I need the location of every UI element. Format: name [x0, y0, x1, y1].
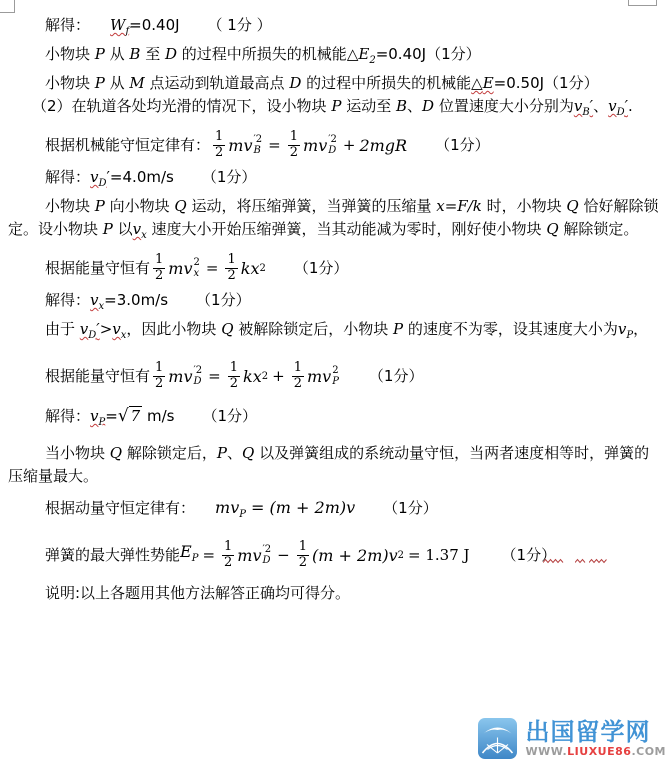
math-var-vd [90, 168, 107, 189]
prime-mark: ′ [589, 97, 594, 115]
fraction-numerator: 1 [155, 251, 164, 267]
text-segment: f [125, 26, 130, 37]
score-label: （1分） [201, 168, 257, 186]
text-segment: ′=4.0m/s [106, 168, 174, 186]
prime-mark: ′ [624, 97, 629, 115]
line-part2-intro [8, 95, 664, 124]
sup-sub-stack [263, 545, 272, 566]
text-segment: LIUXUE86 [567, 745, 632, 758]
text-segment: =0.40J [129, 16, 180, 34]
math-var: P [216, 444, 227, 462]
math-var: mv [306, 366, 332, 386]
logo-site-name: 出国留学网 [525, 718, 651, 746]
text-segment: 向小物块 [104, 197, 175, 215]
fraction-numerator: 1 [298, 538, 308, 554]
para-momentum-conservation [8, 442, 664, 488]
math-var: D [165, 45, 178, 63]
text-segment: ′2 [193, 364, 203, 376]
text-segment: 速度大小开始压缩弹簧，当其动能减为零时，刚好使小物块 [146, 220, 547, 238]
text-segment: 点运动到轨道最高点 [144, 74, 290, 92]
fraction [153, 361, 165, 392]
math-var: Q [546, 220, 559, 238]
line-solve-vd [45, 166, 664, 195]
text-segment: 从 [104, 45, 130, 63]
math-var: E [358, 45, 370, 63]
math-var-ep [180, 540, 198, 570]
text-segment: 由于 [45, 320, 80, 338]
text-segment: x [141, 230, 147, 241]
fraction [297, 540, 309, 571]
math-var: B [395, 97, 407, 115]
formula-energy-2 [45, 355, 664, 397]
fraction-numerator: 1 [229, 359, 239, 375]
text-segment: 从 [104, 74, 130, 92]
line-vd-greater-vx [8, 318, 664, 347]
text-segment: 当小物块 [45, 444, 110, 462]
liuxue86-logo-icon [477, 717, 518, 760]
equals-sign: = [105, 407, 118, 425]
fraction-denominator: 2 [155, 375, 164, 391]
text-segment: 、 [593, 97, 609, 115]
sup-sub-stack [194, 258, 200, 279]
math-var: P [94, 197, 105, 215]
math-var: P [393, 320, 404, 338]
text-segment: .COM [631, 745, 666, 758]
text-segment: =0.50J（1分） [493, 74, 599, 92]
fraction-numerator: 1 [155, 359, 164, 375]
text-segment: ′2 [262, 543, 272, 555]
math-var: kx [240, 258, 260, 278]
sup-sub-stack [332, 366, 339, 387]
text-segment: ′2 [253, 133, 263, 145]
line-solve-wf [45, 14, 664, 43]
text-segment: v [132, 220, 142, 238]
text-segment: 说明:以上各题用其他方法解答正确均可得分。 [45, 584, 351, 602]
math-var: E [482, 74, 494, 92]
math-var-delta-e [471, 74, 494, 92]
text-segment: 被解除锁定后，小物块 [233, 320, 394, 338]
sup-sub-stack [194, 366, 203, 387]
math-var: mv [168, 258, 193, 278]
score-label: （ 1分 ） [207, 16, 272, 34]
math-var: D [289, 74, 302, 92]
line-energy-loss-bd [45, 43, 664, 72]
text-segment: D [193, 375, 202, 387]
formula-label: 根据机械能守恒定律有： [45, 135, 211, 154]
score-label: （1分） [383, 499, 438, 517]
text-segment: D [98, 178, 107, 189]
text-segment: x [193, 267, 200, 279]
crop-corner-mark-right [628, 0, 657, 6]
math-var-vd [608, 97, 629, 118]
text-segment: v [90, 407, 99, 425]
fraction [228, 361, 240, 392]
math-var: Q [566, 197, 579, 215]
score-label: （1分） [293, 258, 349, 277]
text-segment: 的速度不为零，设其速度大小为 [403, 320, 618, 338]
math-var: P [94, 45, 105, 63]
line-note [45, 582, 664, 605]
fraction-numerator: 1 [215, 128, 224, 144]
text-segment: 运动至 [341, 97, 396, 115]
fraction-numerator: 1 [227, 251, 236, 267]
line-solve-vx [45, 289, 664, 318]
result-value: = 1.37 J [408, 545, 470, 564]
text-segment: 小物块 [45, 197, 95, 215]
para-spring-compression [8, 195, 664, 247]
text-segment: WWW. [525, 745, 568, 758]
text-segment: 恰好解除锁定。设小物块 [8, 197, 659, 238]
equals-sign: = [205, 258, 219, 277]
text-segment: ， [633, 320, 649, 338]
crop-corner-mark-left [0, 0, 15, 13]
text-segment: 至 [140, 45, 165, 63]
text-segment: v [617, 320, 627, 338]
superscript: 2 [261, 370, 269, 382]
plus-sign: + [342, 135, 356, 154]
math-var: mv [215, 498, 240, 517]
text-segment: 运动，将压缩弹簧，当弹簧的压缩量 [186, 197, 437, 215]
solve-label: 解得： [45, 291, 91, 309]
plus-sign: + [272, 366, 285, 385]
math-var: 2mgR [359, 135, 408, 155]
text-segment: 2 [193, 256, 200, 268]
fraction-numerator: 1 [289, 128, 299, 144]
delta-symbol: △ [471, 74, 483, 92]
math-var: Q [241, 444, 255, 462]
solution-text-block [8, 14, 664, 605]
text-segment: D [616, 107, 625, 118]
text-segment: 以及弹簧组成的系统动量守恒，当两者速度相等时，弹簧的压缩量最大。 [8, 444, 650, 485]
text-segment: ，因此小物块 [126, 320, 222, 338]
math-var-vx [132, 220, 147, 241]
unit-label: m/s [142, 407, 175, 425]
prime-mark: ′ [96, 320, 100, 338]
math-var: D [422, 97, 435, 115]
fraction-denominator: 2 [293, 375, 302, 391]
text-segment: 的过程中所损失的机械能 [301, 74, 472, 92]
text-segment: 的过程中所损失的机械能 [177, 45, 347, 63]
formula-label: 根据能量守恒有 [45, 258, 151, 277]
formula-label: 根据动量守恒定律有： [45, 499, 196, 517]
text-segment: 2 [369, 55, 376, 66]
math-var-vx [90, 291, 105, 312]
line-solve-vp [45, 405, 664, 434]
math-expression: (m + 2m)v [312, 545, 398, 565]
text-segment: v [79, 320, 89, 338]
radical-sign: √ [117, 406, 129, 426]
text-segment: 以 [112, 220, 133, 238]
math-var-vx [112, 320, 127, 341]
text-segment: 时，小物块 [481, 197, 567, 215]
delta-symbol: △ [346, 45, 359, 63]
math-var: B [129, 45, 141, 63]
text-segment: v [112, 320, 121, 338]
formula-energy-1 [45, 247, 664, 289]
fraction [222, 540, 234, 571]
solve-label: 解得： [45, 16, 91, 34]
math-expression: x=F/k [436, 197, 482, 215]
fraction-denominator: 2 [227, 267, 236, 283]
fraction [213, 130, 225, 161]
fraction-numerator: 1 [224, 538, 233, 554]
fraction-denominator: 2 [155, 267, 164, 283]
equals-sign: = [202, 545, 216, 564]
formula-momentum [45, 496, 664, 526]
superscript: 2 [397, 549, 405, 561]
math-var: P [94, 74, 105, 92]
math-var-vd [79, 320, 100, 341]
math-var: M [129, 74, 145, 92]
math-var: Q [174, 197, 187, 215]
formula-mech-energy [45, 124, 664, 166]
text-segment: D [88, 330, 97, 341]
fraction [292, 361, 304, 392]
score-label: （1分） [196, 291, 251, 309]
formula-label: 根据能量守恒有 [45, 366, 151, 385]
superscript: 2 [259, 262, 266, 274]
text-segment: x [120, 330, 127, 341]
greater-than-sign: > [99, 320, 113, 338]
equals-sign: = [268, 135, 281, 154]
fraction-denominator: 2 [229, 375, 239, 391]
text-segment: . [628, 97, 633, 115]
spellcheck-squiggle [575, 558, 586, 564]
text-segment: x [98, 301, 105, 312]
formula-elastic-pe [45, 534, 664, 576]
text-segment: v [90, 291, 99, 309]
math-var: P [331, 97, 342, 115]
fraction [225, 253, 237, 284]
text-segment: 小物块 [45, 45, 95, 63]
math-var: mv [168, 366, 193, 386]
text-segment: W [110, 16, 126, 34]
text-segment: P [191, 553, 199, 565]
text-segment: B [582, 107, 590, 118]
text-segment: v [90, 168, 99, 186]
text-segment: 、 [407, 97, 423, 115]
text-segment: 、 [226, 444, 242, 462]
score-label: （1分） [202, 407, 257, 425]
text-segment: E [180, 541, 192, 561]
text-segment: P [98, 417, 106, 428]
math-var: kx [243, 366, 262, 386]
sup-sub-stack [254, 135, 263, 156]
text-segment: v [608, 97, 617, 115]
math-var: P [102, 220, 113, 238]
text-segment: v [573, 97, 583, 115]
fraction-denominator: 2 [215, 144, 224, 160]
radicand: 7 [130, 407, 141, 425]
fraction-denominator: 2 [224, 554, 233, 570]
text-segment: P [332, 375, 339, 387]
sup-sub-stack [328, 135, 337, 156]
text-segment: =0.40J（1分） [375, 45, 481, 63]
text-segment: 位置速度大小分别为 [434, 97, 574, 115]
math-var-vp [617, 320, 634, 341]
text-segment: 解除锁定。 [558, 220, 639, 238]
fraction-denominator: 2 [298, 554, 308, 570]
math-var-vp [90, 407, 106, 428]
fraction-numerator: 1 [293, 359, 302, 375]
text-segment: 弹簧的最大弹性势能 [45, 545, 181, 564]
math-var-wf [110, 16, 130, 37]
fraction [153, 253, 165, 284]
math-var: Q [109, 444, 123, 462]
line-energy-loss-md [45, 72, 664, 95]
logo-text [525, 720, 666, 757]
text-segment: P [239, 509, 246, 520]
logo-site-url [525, 746, 666, 757]
text-segment: P [626, 330, 634, 341]
spellcheck-squiggle [543, 558, 564, 564]
score-label: （1分） [435, 135, 490, 154]
score-label: （1分） [501, 545, 557, 564]
math-var-vb [573, 97, 594, 118]
text-segment: 小物块 [45, 74, 95, 92]
math-var: mv [228, 135, 253, 155]
minus-sign: − [277, 545, 290, 564]
text-segment: 解除锁定后， [122, 444, 217, 462]
fraction-denominator: 2 [289, 144, 299, 160]
text-segment: =3.0m/s [104, 291, 169, 309]
equals-sign: = [208, 366, 221, 385]
solve-label: 解得： [45, 407, 91, 425]
text-segment: （2）在轨道各处均光滑的情况下，设小物块 [32, 97, 332, 115]
math-var: mv [303, 135, 328, 155]
fraction [288, 130, 300, 161]
spellcheck-squiggle [589, 558, 608, 564]
score-label: （1分） [368, 366, 424, 385]
math-expression: = (m + 2m)v [245, 498, 356, 517]
text-segment: D [328, 144, 337, 156]
text-segment: D [262, 554, 271, 566]
liuxue86-logo[interactable] [477, 717, 666, 760]
text-segment: ′2 [328, 133, 337, 145]
text-segment: 2 [332, 364, 339, 376]
solve-label: 解得： [45, 168, 91, 186]
math-var: Q [221, 320, 234, 338]
math-var: mv [237, 545, 262, 565]
text-segment: B [253, 144, 261, 156]
